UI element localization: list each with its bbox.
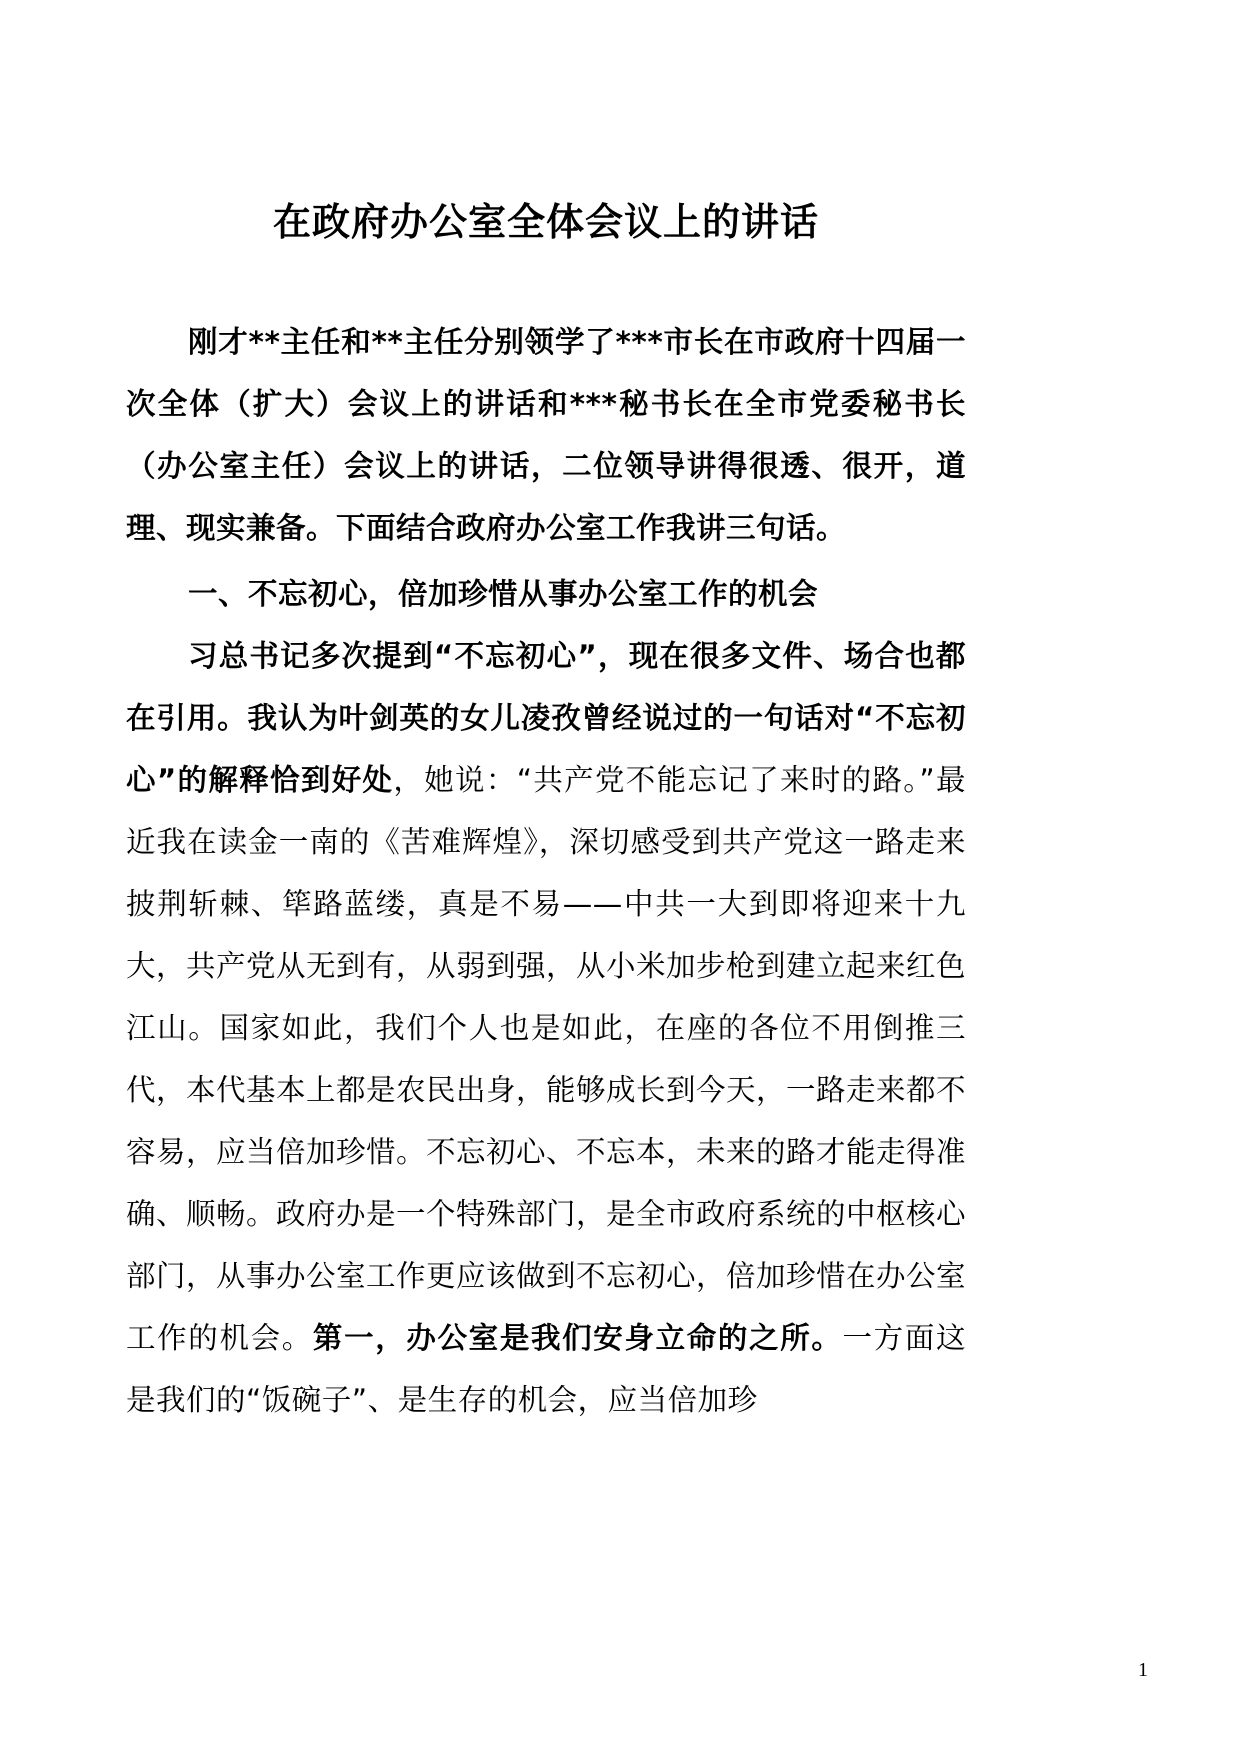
paragraph-bold-run-1: 习总书记多次提到“不忘初心”，现在很多文件、场合也都在引用。我认为叶剑英的女儿凌孜曾经说过的一句话对“不忘初心”的解释恰到好处 — [126, 639, 966, 798]
page-title: 在政府办公室全体会议上的讲话 — [272, 200, 819, 244]
document-body — [126, 0, 966, 1431]
page-number: 1 — [1138, 1659, 1148, 1681]
paragraph-intro: 刚才**主任和**主任分别领学了***市长在市政府十四届一次全体（扩大）会议上的讲话和***秘书长在全市党委秘书长（办公室主任）会议上的讲话，二位领导讲得很透、很开，道理、现实兼备。下面结合政府办公室工作我讲三句话。 — [126, 325, 966, 546]
paragraph-body-one — [126, 625, 966, 1431]
paragraph-bold-run-2: 第一，办公室是我们安身立命的之所。 — [312, 1321, 843, 1356]
paragraph-normal-run-2: 一方面这是我们的“饭碗子”、是生存的机会，应当倍加珍 — [126, 1321, 966, 1418]
section-heading-one: 一、不忘初心，倍加珍惜从事办公室工作的机会 — [188, 577, 819, 612]
paragraph-normal-run-1: ，她说：“共产党不能忘记了来时的路。”最近我在读金一南的《苦难辉煌》，深切感受到共产党这一路走来披荆斩棘、筚路蓝缕，真是不易——中共一大到即将迎来十九大，共产党从无到有，从弱到强，从小米加步枪到建立起来红色江山。国家如此，我们个人也是如此，在座的各位不用倒推三代，本代基本上都是农民出身，能够成长到今天，一路走来都不容易，应当倍加珍惜。不忘初心、不忘本，未来的路才能走得准确、顺畅。政府办是一个特殊部门，是全市政府系统的中枢核心部门，从事办公室工作更应该做到不忘初心，倍加珍惜在办公室工作的机会。 — [126, 763, 967, 1356]
